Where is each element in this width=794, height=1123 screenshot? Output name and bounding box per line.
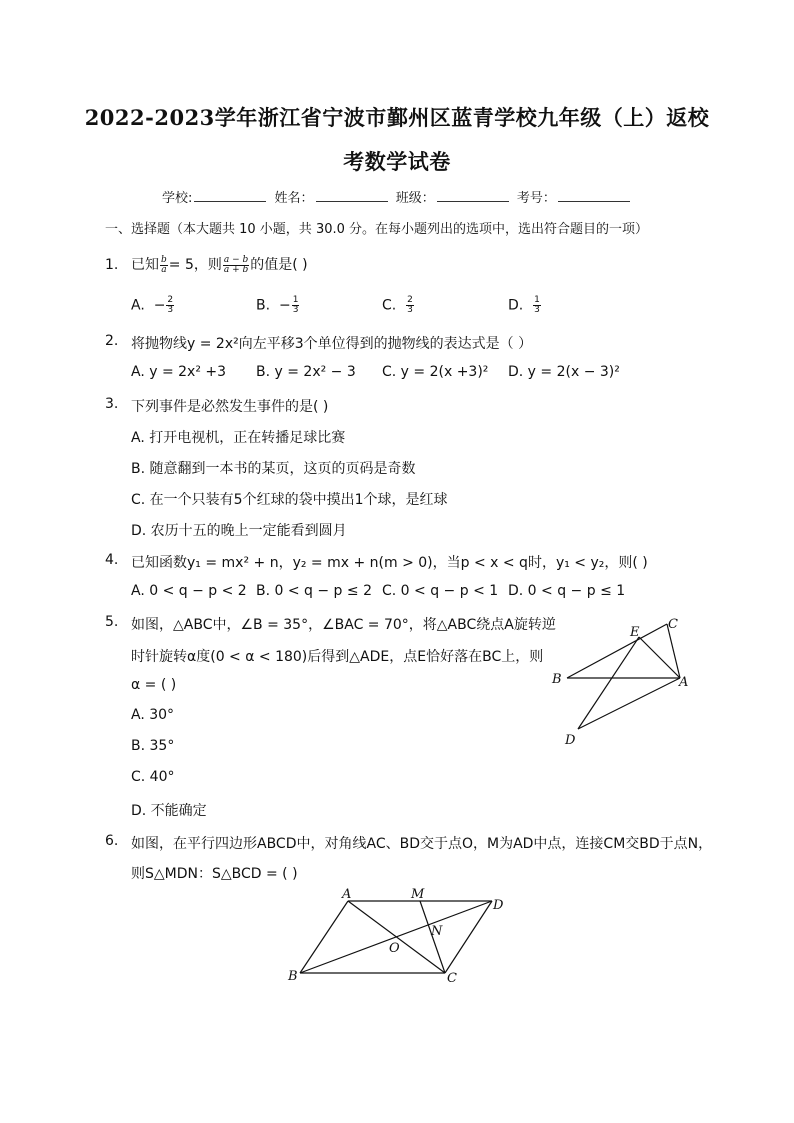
- q4-option-b[interactable]: B. 0 < q − p ≤ 2: [256, 583, 372, 599]
- segment-ea: [639, 637, 680, 678]
- q6-stem-line2: 则S△MDN：S△BCD = ( ): [131, 866, 298, 882]
- label-e: E: [630, 625, 640, 640]
- segment-ab: [300, 901, 348, 973]
- label-b: B: [552, 672, 562, 687]
- q1-stem: [131, 254, 308, 275]
- q1-option-a-label: A.: [131, 297, 145, 314]
- q1-option-c-bottom: 3: [407, 305, 413, 315]
- q1-option-d-bottom: 3: [534, 305, 540, 315]
- school-label: 学校:: [162, 191, 193, 206]
- q3-option-d[interactable]: D. 农历十五的晚上一定能看到圆月: [131, 523, 347, 539]
- q1-frac-bottom: a: [161, 264, 167, 275]
- q4-stem: 已知函数y₁ = mx² + n，y₂ = mx + n(m > 0)，当p < x < q时，y₁ < y₂，则( ): [131, 555, 648, 571]
- q5-option-d[interactable]: D. 不能确定: [131, 803, 207, 819]
- q2-option-a[interactable]: A. y = 2x² +3: [131, 364, 227, 380]
- label-n: N: [431, 924, 443, 939]
- q3-option-c[interactable]: C. 在一个只装有5个红球的袋中摸出1个球，是红球: [131, 492, 448, 508]
- q1-option-d-label: D.: [508, 297, 524, 314]
- segment-dc: [445, 901, 492, 973]
- q1-option-b[interactable]: [256, 296, 300, 315]
- q1-option-d-frac: [533, 296, 541, 315]
- q5-option-b[interactable]: B. 35°: [131, 738, 175, 754]
- q1-option-c-top: 2: [407, 295, 413, 305]
- q1-option-a[interactable]: [131, 296, 175, 315]
- q2-option-c[interactable]: C. y = 2(x +3)²: [382, 364, 489, 380]
- name-blank[interactable]: [316, 191, 388, 202]
- q4-number: 4.: [105, 552, 119, 568]
- exam-no-blank[interactable]: [558, 191, 630, 202]
- class-label: 班级：: [395, 191, 435, 206]
- page-title: 2022-2023学年浙江省宁波市鄞州区蓝青学校九年级（上）返校: [84, 105, 710, 130]
- q4-option-a[interactable]: A. 0 < q − p < 2: [131, 583, 247, 599]
- segment-da: [578, 678, 680, 729]
- name-label: 姓名：: [274, 191, 314, 206]
- q1-option-a-frac: [166, 296, 174, 315]
- q1-option-a-bottom: 3: [167, 305, 174, 315]
- q1-option-b-top: 1: [292, 295, 299, 305]
- q3-option-b[interactable]: B. 随意翻到一本书的某页，这页的页码是奇数: [131, 461, 416, 477]
- q1-stem-b: = 5，则: [168, 257, 222, 273]
- q1-stem-c: 的值是( ): [250, 257, 308, 273]
- section-heading: 一、选择题（本大题共 10 小题，共 30.0 分。在每小题列出的选项中，选出符合题目的一项）: [105, 222, 649, 237]
- label-a: A: [342, 887, 352, 902]
- q1-number: 1.: [105, 257, 119, 273]
- label-d: D: [493, 898, 504, 913]
- page-title-line2: 考数学试卷: [343, 149, 451, 174]
- q5-option-a[interactable]: A. 30°: [131, 707, 175, 723]
- q2-option-d[interactable]: D. y = 2(x − 3)²: [508, 364, 620, 380]
- q4-option-c[interactable]: C. 0 < q − p < 1: [382, 583, 499, 599]
- q3-stem: 下列事件是必然发生事件的是( ): [131, 399, 329, 415]
- q2-number: 2.: [105, 333, 119, 349]
- label-d: D: [565, 733, 576, 748]
- segment-ed: [578, 637, 639, 729]
- q1-stem-a: 已知: [131, 257, 159, 273]
- q1-option-a-top: 2: [167, 295, 174, 305]
- q1-option-d-top: 1: [534, 295, 540, 305]
- q1-option-d[interactable]: [508, 296, 542, 315]
- q2-stem: 将抛物线y = 2x²向左平移3个单位得到的抛物线的表达式是（ ）: [131, 336, 533, 352]
- q3-number: 3.: [105, 396, 119, 412]
- label-c: C: [447, 971, 457, 985]
- q5-triangle-figure: [540, 610, 710, 750]
- q1-fraction-2: [223, 256, 249, 275]
- label-o: O: [389, 941, 400, 956]
- q5-stem-line2: 时针旋转α度(0 < α < 180)后得到△ADE，点E恰好落在BC上，则: [131, 649, 544, 665]
- q1-option-b-bottom: 3: [292, 305, 299, 315]
- segment-ca: [667, 624, 680, 678]
- exam-no-label: 考号：: [516, 191, 556, 206]
- q1-option-c[interactable]: [382, 296, 415, 315]
- q1-frac2-top: a − b: [223, 254, 249, 265]
- q1-fraction: [160, 256, 168, 275]
- q1-frac2-bottom: a + b: [223, 264, 249, 275]
- q5-option-c[interactable]: C. 40°: [131, 769, 175, 785]
- label-m: M: [411, 887, 425, 902]
- q1-option-c-frac: [406, 296, 414, 315]
- q5-stem-line1: 如图，△ABC中，∠B = 35°，∠BAC = 70°，将△ABC绕点A旋转逆: [131, 617, 556, 633]
- q5-number: 5.: [105, 614, 119, 630]
- q3-option-a[interactable]: A. 打开电视机，正在转播足球比赛: [131, 430, 346, 446]
- label-b: B: [288, 969, 298, 984]
- label-c: C: [668, 617, 678, 632]
- q1-option-b-label: B.: [256, 297, 271, 314]
- q2-option-b[interactable]: B. y = 2x² − 3: [256, 364, 356, 380]
- q1-option-c-label: C.: [382, 297, 397, 314]
- q6-number: 6.: [105, 833, 119, 849]
- q6-stem-line1: 如图，在平行四边形ABCD中，对角线AC、BD交于点O，M为AD中点，连接CM交BD于点N，: [131, 836, 713, 852]
- label-a: A: [679, 675, 689, 690]
- diagonal-bd: [300, 901, 492, 973]
- class-blank[interactable]: [437, 191, 509, 202]
- q5-stem-line3: α = ( ): [131, 677, 177, 693]
- q1-option-a-sign: −: [153, 297, 166, 314]
- q4-option-d[interactable]: D. 0 < q − p ≤ 1: [508, 583, 626, 599]
- school-blank[interactable]: [194, 191, 266, 202]
- q6-parallelogram-figure: [285, 885, 515, 985]
- q1-option-b-sign: −: [278, 297, 291, 314]
- q1-frac-top: b: [161, 254, 167, 265]
- student-info-row: [162, 187, 634, 206]
- q1-option-b-frac: [292, 296, 300, 315]
